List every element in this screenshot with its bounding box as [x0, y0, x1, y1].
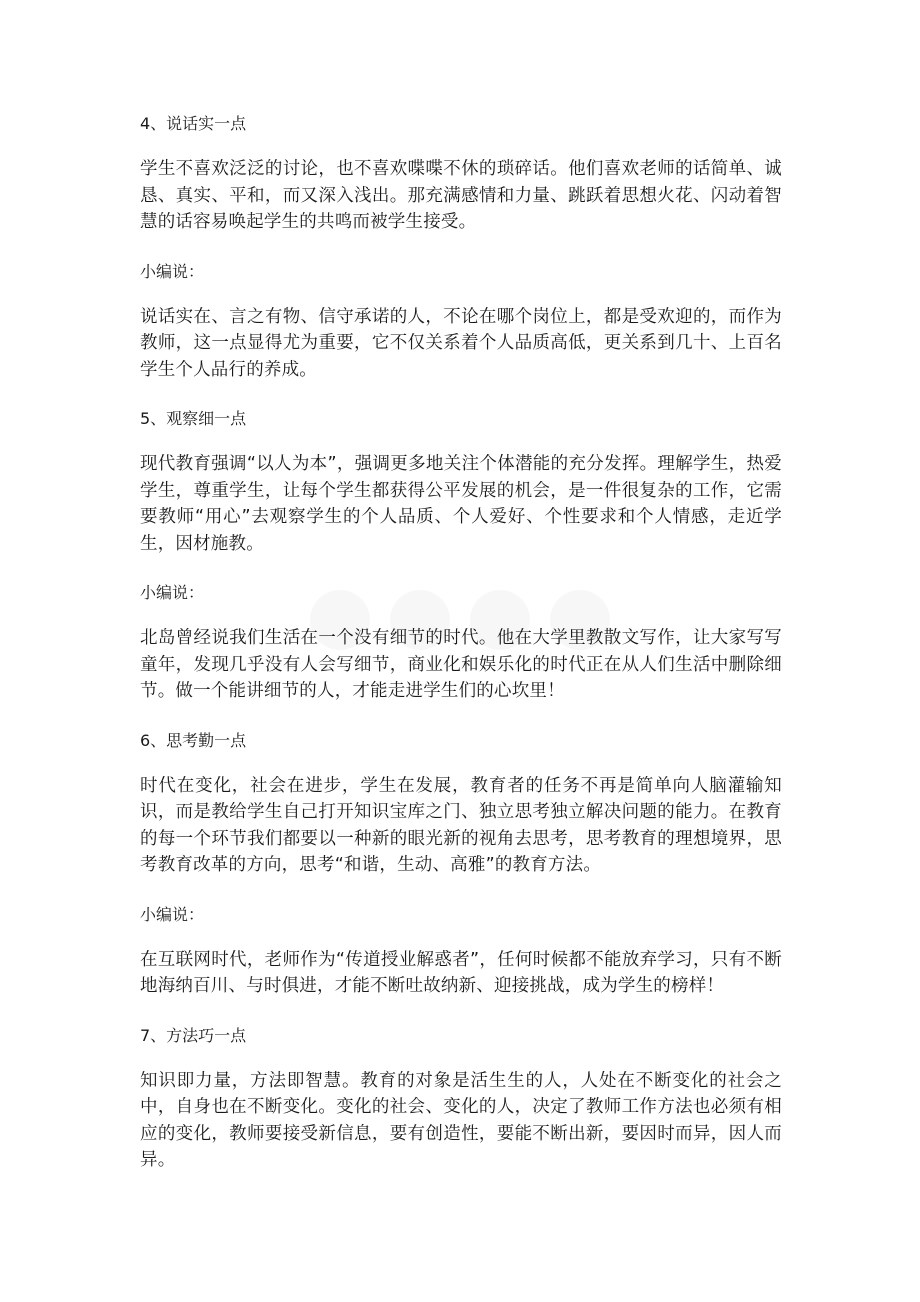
section-body: 学生不喜欢泛泛的讨论，也不喜欢喋喋不休的琐碎话。他们喜欢老师的话简单、诚恳、真实、平和，而又深入浅出。那充满感情和力量、跳跃着思想火花、闪动着智慧的话容易唤起学生的共鸣而被学生接受。 [140, 159, 782, 232]
editor-note-label: 小编说： [140, 261, 205, 281]
section-heading: 5、观察细一点 [140, 409, 247, 428]
section-body: 知识即力量，方法即智慧。教育的对象是活生生的人，人处在不断变化的社会之中，自身也在不断变化。变化的社会、变化的人，决定了教师工作方法也必须有相应的变化，教师要接受新信息，要有创造性，要能不断出新，要因时而异，因人而异。 [140, 1070, 782, 1170]
editor-note: 说话实在、言之有物、信守承诺的人，不论在哪个岗位上，都是受欢迎的，而作为教师，这一点显得尤为重要，它不仅关系着个人品质高低，更关系到几十、上百名学生个人品行的养成。 [140, 306, 782, 380]
section-heading: 7、方法巧一点 [140, 1025, 247, 1045]
article-body [140, 108, 782, 1194]
section-7 [140, 1020, 782, 1174]
section-6 [140, 725, 782, 1000]
section-5 [140, 403, 782, 705]
section-heading: 6、思考勤一点 [140, 730, 247, 750]
editor-note: 在互联网时代，老师作为“传道授业解惑者”，任何时候都不能放弃学习，只有不断地海纳百川、与时俱进，才能不断吐故纳新、迎接挑战，成为学生的榜样！ [140, 949, 782, 996]
section-4 [140, 108, 782, 383]
section-body: 时代在变化，社会在进步，学生在发展，教育者的任务不再是简单向人脑灌输知识，而是教给学生自己打开知识宝库之门、独立思考独立解决问题的能力。在教育的每一个环节我们都要以一种新的眼光新的视角去思考，思考教育的理想境界，思考教育改革的方向，思考“和谐，生动、高雅”的教育方法。 [140, 775, 782, 875]
section-body: 现代教育强调“以人为本”，强调更多地关注个体潜能的充分发挥。理解学生，热爱学生，尊重学生，让每个学生都获得公平发展的机会，是一件很复杂的工作，它需要教师“用心”去观察学生的个人品质、个人爱好、个性要求和个人情感，走近学生，因材施教。 [140, 454, 782, 554]
editor-note-label: 小编说： [140, 904, 205, 924]
editor-note: 北岛曾经说我们生活在一个没有细节的时代。他在大学里教散文写作，让大家写写童年，发现几乎没有人会写细节，商业化和娱乐化的时代正在从人们生活中删除细节。做一个能讲细节的人，才能走进学生们的心坎里！ [140, 628, 782, 701]
editor-note-label: 小编说： [140, 583, 205, 602]
section-heading: 4、说话实一点 [140, 114, 247, 133]
